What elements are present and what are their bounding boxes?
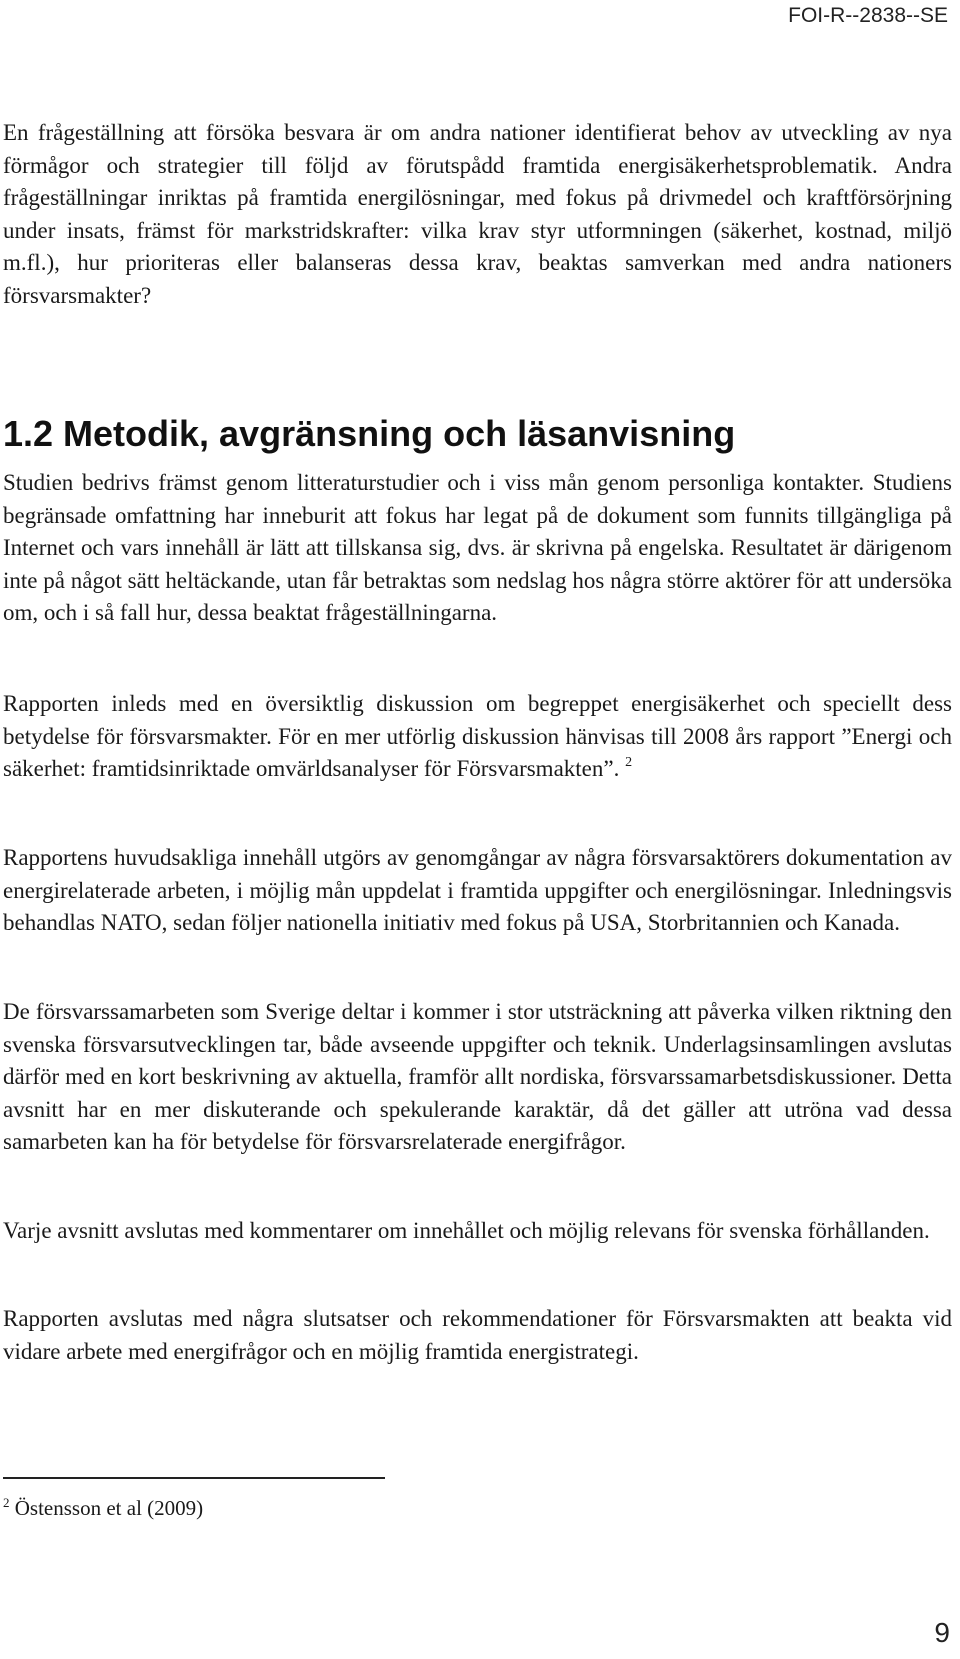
footnote-text: Östensson et al (2009) — [14, 1496, 204, 1520]
paragraph-comments: Varje avsnitt avslutas med kommentarer om innehållet och möjlig relevans för svenska förhållanden. — [3, 1218, 930, 1243]
intro-paragraph: En frågeställning att försöka besvara är om andra nationer identifierat behov av utveckling av nya förmågor och strategier till följd av förutspådd framtida energisäkerhetsproblematik. Andra frågeställningar inriktas på framtida energilösningar, med fokus på drivmedel och kraftförsörjning under insats, främst för markstridskrafter: vilka krav styr utformningen (säkerhet, kostnad, miljö m.fl.), hur prioriteras eller balanseras dessa krav, beaktas samverkan med andra nationers försvarsmakter? — [3, 120, 952, 308]
report-id: FOI-R--2838--SE — [788, 4, 948, 27]
section-heading: 1.2 Metodik, avgränsning och läsanvisning — [3, 413, 736, 454]
footnote-reference[interactable]: 2 — [625, 755, 633, 770]
page-number: 9 — [934, 1617, 950, 1648]
paragraph-overview-text: Rapporten inleds med en översiktlig diskussion om begreppet energisäkerhet och speciellt dess betydelse för försvarsmakter. För en mer utförlig diskussion hänvisas till 2008 års rapport ”Energi och säkerhet: framtidsinriktade omvärldsanalyser för Försvarsmakten”. — [3, 691, 952, 781]
paragraph-overview — [3, 688, 952, 786]
paragraph-conclusions: Rapporten avslutas med några slutsatser och rekommendationer för Försvarsmakten att beakta vid vidare arbete med energifrågor och en möjlig framtida energistrategi. — [3, 1306, 952, 1364]
paragraph-method: Studien bedrivs främst genom litteraturstudier och i viss mån genom personliga kontakter. Studiens begränsade omfattning har inneburit att fokus har legat på de dokument som funnits tillgängliga på Internet och vars innehåll är lätt att tillskansa sig, dvs. är skrivna på engelska. Resultatet är därigenom inte på något sätt heltäckande, utan får betraktas som nedslag hos några större aktörer för att undersöka om, och i så fall hur, dessa beaktat frågeställningarna. — [3, 470, 952, 625]
paragraph-cooperation: De försvarssamarbeten som Sverige deltar i kommer i stor utsträckning att påverka vilken riktning den svenska försvarsutvecklingen tar, både avseende uppgifter och teknik. Underlagsinsamlingen avslutas därför med en kort beskrivning av aktuella, framför allt nordiska, försvarssamarbetsdiskussioner. Detta avsnitt har en mer diskuterande och spekulerande karaktär, då det gäller att utröna vad dessa samarbeten kan ha för betydelse för försvarsrelaterade energifrågor. — [3, 999, 952, 1154]
footnote — [3, 1493, 203, 1523]
paragraph-contents: Rapportens huvudsakliga innehåll utgörs av genomgångar av några försvarsaktörers dokumentation av energirelaterade arbeten, i möjlig mån uppdelat i framtida uppgifter och energilösningar. Inledningsvis behandlas NATO, sedan följer nationella initiativ med fokus på USA, Storbritannien och Kanada. — [3, 845, 952, 935]
footnote-number: 2 — [3, 1495, 10, 1510]
footnote-divider — [3, 1477, 385, 1479]
